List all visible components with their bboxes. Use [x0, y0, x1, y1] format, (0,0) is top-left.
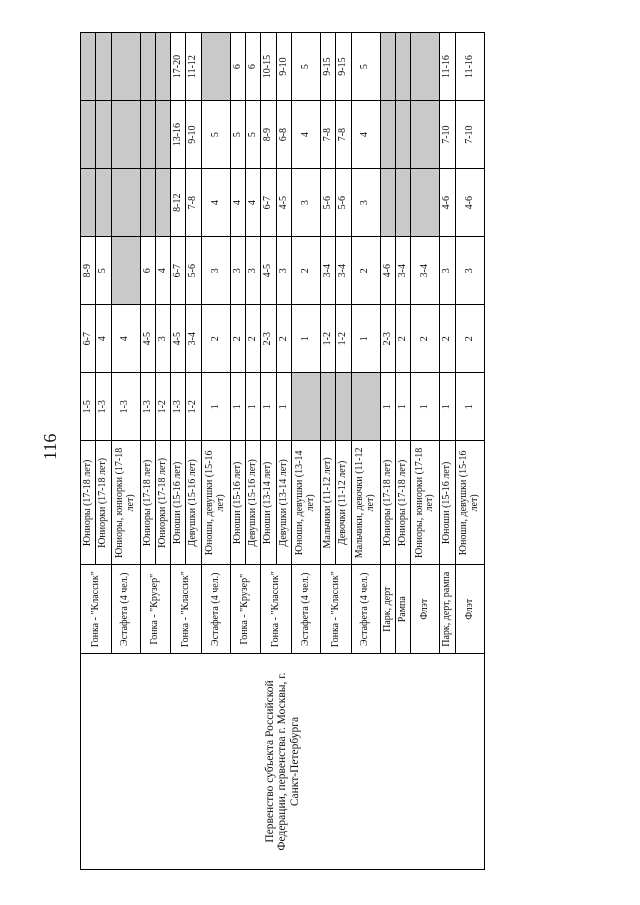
- shaded-cell: [396, 33, 411, 101]
- age-group-cell: Юноши (15-16 лет): [440, 441, 455, 565]
- value-cell: 9-10: [186, 101, 201, 169]
- discipline-cell: Гонка - "Классик": [321, 565, 352, 654]
- discipline-cell: Флэт: [411, 565, 440, 654]
- age-group-cell: Юноши, девушки (15-16 лет): [455, 441, 484, 565]
- value-cell: 4-6: [455, 169, 484, 237]
- value-cell: 2-3: [380, 305, 395, 373]
- value-cell: 1: [411, 373, 440, 441]
- value-cell: 7-10: [440, 101, 455, 169]
- value-cell: 5-6: [336, 169, 351, 237]
- shaded-cell: [81, 33, 96, 101]
- value-cell: 5: [291, 33, 320, 101]
- shaded-cell: [81, 169, 96, 237]
- shaded-cell: [140, 33, 155, 101]
- value-cell: 2: [396, 305, 411, 373]
- value-cell: 1: [230, 373, 245, 441]
- shaded-cell: [321, 373, 336, 441]
- region-cell: Первенство субъекта Российской Федерации, первенства г. Москвы, г. Санкт-Петербурга: [81, 654, 485, 870]
- value-cell: 3: [276, 237, 291, 305]
- shaded-cell: [380, 33, 395, 101]
- shaded-cell: [81, 101, 96, 169]
- age-group-cell: Мальчики (11-12 лет): [321, 441, 336, 565]
- value-cell: 1-2: [336, 305, 351, 373]
- value-cell: 2: [440, 305, 455, 373]
- age-group-cell: Мальчики, девочки (11-12 лет): [351, 441, 380, 565]
- shaded-cell: [411, 101, 440, 169]
- value-cell: 2-3: [261, 305, 276, 373]
- value-cell: 4: [291, 101, 320, 169]
- value-cell: 4-5: [261, 237, 276, 305]
- shaded-cell: [111, 33, 140, 101]
- value-cell: 6: [230, 33, 245, 101]
- shaded-cell: [96, 101, 111, 169]
- value-cell: 2: [411, 305, 440, 373]
- discipline-cell: Эстафета (4 чел.): [351, 565, 380, 654]
- discipline-cell: Гонка - "Крузер": [230, 565, 261, 654]
- value-cell: 1-3: [96, 373, 111, 441]
- discipline-cell: Эстафета (4 чел.): [291, 565, 320, 654]
- value-cell: 1: [246, 373, 261, 441]
- value-cell: 5: [351, 33, 380, 101]
- value-cell: 6-7: [171, 237, 186, 305]
- value-cell: 4-5: [171, 305, 186, 373]
- value-cell: 3: [440, 237, 455, 305]
- shaded-cell: [155, 101, 170, 169]
- shaded-cell: [140, 101, 155, 169]
- shaded-cell: [291, 373, 320, 441]
- value-cell: 2: [351, 237, 380, 305]
- shaded-cell: [411, 33, 440, 101]
- age-group-cell: Юниорки (17-18 лет): [155, 441, 170, 565]
- value-cell: 4: [246, 169, 261, 237]
- value-cell: 8-9: [261, 101, 276, 169]
- value-cell: 11-12: [186, 33, 201, 101]
- value-cell: 1: [440, 373, 455, 441]
- value-cell: 9-10: [276, 33, 291, 101]
- value-cell: 2: [246, 305, 261, 373]
- age-group-cell: Девушки (15-16 лет): [186, 441, 201, 565]
- value-cell: 3: [351, 169, 380, 237]
- value-cell: 1: [351, 305, 380, 373]
- discipline-cell: Рампа: [396, 565, 411, 654]
- discipline-cell: Парк, дерт, рампа: [440, 565, 455, 654]
- shaded-cell: [396, 101, 411, 169]
- value-cell: 11-16: [440, 33, 455, 101]
- value-cell: 1-3: [111, 373, 140, 441]
- value-cell: 4-6: [440, 169, 455, 237]
- value-cell: 7-10: [455, 101, 484, 169]
- value-cell: 3: [230, 237, 245, 305]
- value-cell: 2: [230, 305, 245, 373]
- value-cell: 1-3: [171, 373, 186, 441]
- shaded-cell: [96, 33, 111, 101]
- shaded-cell: [111, 169, 140, 237]
- age-group-cell: Юноши, девушки (13-14 лет): [291, 441, 320, 565]
- value-cell: 6: [246, 33, 261, 101]
- table-row: [81, 33, 96, 870]
- value-cell: 1: [201, 373, 230, 441]
- value-cell: 4: [155, 237, 170, 305]
- value-cell: 6: [140, 237, 155, 305]
- discipline-cell: Гонка - "Крузер": [140, 565, 171, 654]
- age-group-cell: Юниоры, юниорки (17-18 лет): [111, 441, 140, 565]
- value-cell: 3: [246, 237, 261, 305]
- shaded-cell: [411, 169, 440, 237]
- value-cell: 1-2: [155, 373, 170, 441]
- value-cell: 3: [291, 169, 320, 237]
- discipline-cell: Гонка - "Классик": [171, 565, 202, 654]
- discipline-cell: Эстафета (4 чел.): [201, 565, 230, 654]
- value-cell: 2: [455, 305, 484, 373]
- age-group-cell: Юниоры, юниорки (17-18 лет): [411, 441, 440, 565]
- value-cell: 4: [230, 169, 245, 237]
- age-group-cell: Юниорки (17-18 лет): [96, 441, 111, 565]
- value-cell: 5: [246, 101, 261, 169]
- discipline-cell: Гонка - "Классик": [81, 565, 112, 654]
- value-cell: 13-16: [171, 101, 186, 169]
- age-group-cell: Девушки (15-16 лет): [246, 441, 261, 565]
- shaded-cell: [396, 169, 411, 237]
- discipline-cell: Флэт: [455, 565, 484, 654]
- value-cell: 3-4: [321, 237, 336, 305]
- value-cell: 3: [201, 237, 230, 305]
- value-cell: 2: [291, 237, 320, 305]
- value-cell: 8-9: [81, 237, 96, 305]
- shaded-cell: [155, 169, 170, 237]
- page-number: 116: [40, 433, 60, 460]
- value-cell: 1-5: [81, 373, 96, 441]
- value-cell: 7-8: [336, 101, 351, 169]
- value-cell: 2: [276, 305, 291, 373]
- value-cell: 5-6: [186, 237, 201, 305]
- value-cell: 8-12: [171, 169, 186, 237]
- value-cell: 1: [380, 373, 395, 441]
- value-cell: 4: [201, 169, 230, 237]
- ranking-table: [80, 32, 485, 870]
- shaded-cell: [155, 33, 170, 101]
- rotated-table-wrapper: [80, 32, 485, 870]
- value-cell: 7-8: [321, 101, 336, 169]
- value-cell: 7-8: [186, 169, 201, 237]
- age-group-cell: Юноши (15-16 лет): [230, 441, 245, 565]
- age-group-cell: Юноши (15-16 лет): [171, 441, 186, 565]
- value-cell: 11-16: [455, 33, 484, 101]
- value-cell: 3: [155, 305, 170, 373]
- shaded-cell: [111, 237, 140, 305]
- value-cell: 4: [96, 305, 111, 373]
- value-cell: 1-3: [140, 373, 155, 441]
- shaded-cell: [96, 169, 111, 237]
- value-cell: 1: [396, 373, 411, 441]
- value-cell: 9-15: [321, 33, 336, 101]
- discipline-cell: Гонка - "Классик": [261, 565, 292, 654]
- value-cell: 3-4: [336, 237, 351, 305]
- value-cell: 3: [455, 237, 484, 305]
- value-cell: 6-7: [261, 169, 276, 237]
- age-group-cell: Юноши, девушки (15-16 лет): [201, 441, 230, 565]
- value-cell: 4-5: [276, 169, 291, 237]
- value-cell: 10-15: [261, 33, 276, 101]
- value-cell: 17-20: [171, 33, 186, 101]
- shaded-cell: [336, 373, 351, 441]
- value-cell: 6-7: [81, 305, 96, 373]
- age-group-cell: Юноши (13-14 лет): [261, 441, 276, 565]
- value-cell: 2: [201, 305, 230, 373]
- value-cell: 1-2: [186, 373, 201, 441]
- discipline-cell: Парк, дерт: [380, 565, 395, 654]
- value-cell: 4-5: [140, 305, 155, 373]
- shaded-cell: [140, 169, 155, 237]
- age-group-cell: Девушки (13-14 лет): [276, 441, 291, 565]
- shaded-cell: [111, 101, 140, 169]
- age-group-cell: Юниоры (17-18 лет): [140, 441, 155, 565]
- discipline-cell: Эстафета (4 чел.): [111, 565, 140, 654]
- shaded-cell: [380, 101, 395, 169]
- value-cell: 4: [111, 305, 140, 373]
- value-cell: 3-4: [186, 305, 201, 373]
- value-cell: 3-4: [411, 237, 440, 305]
- shaded-cell: [201, 33, 230, 101]
- value-cell: 6-8: [276, 101, 291, 169]
- value-cell: 1: [291, 305, 320, 373]
- table-body: [81, 33, 485, 870]
- value-cell: 3-4: [396, 237, 411, 305]
- value-cell: 4-6: [380, 237, 395, 305]
- value-cell: 5: [96, 237, 111, 305]
- shaded-cell: [380, 169, 395, 237]
- value-cell: 5: [230, 101, 245, 169]
- value-cell: 1: [261, 373, 276, 441]
- value-cell: 4: [351, 101, 380, 169]
- age-group-cell: Юниоры (17-18 лет): [396, 441, 411, 565]
- value-cell: 1: [276, 373, 291, 441]
- value-cell: 1-2: [321, 305, 336, 373]
- value-cell: 5: [201, 101, 230, 169]
- shaded-cell: [351, 373, 380, 441]
- value-cell: 5-6: [321, 169, 336, 237]
- age-group-cell: Юниоры (17-18 лет): [380, 441, 395, 565]
- value-cell: 1: [455, 373, 484, 441]
- value-cell: 9-15: [336, 33, 351, 101]
- age-group-cell: Юниоры (17-18 лет): [81, 441, 96, 565]
- age-group-cell: Девочки (11-12 лет): [336, 441, 351, 565]
